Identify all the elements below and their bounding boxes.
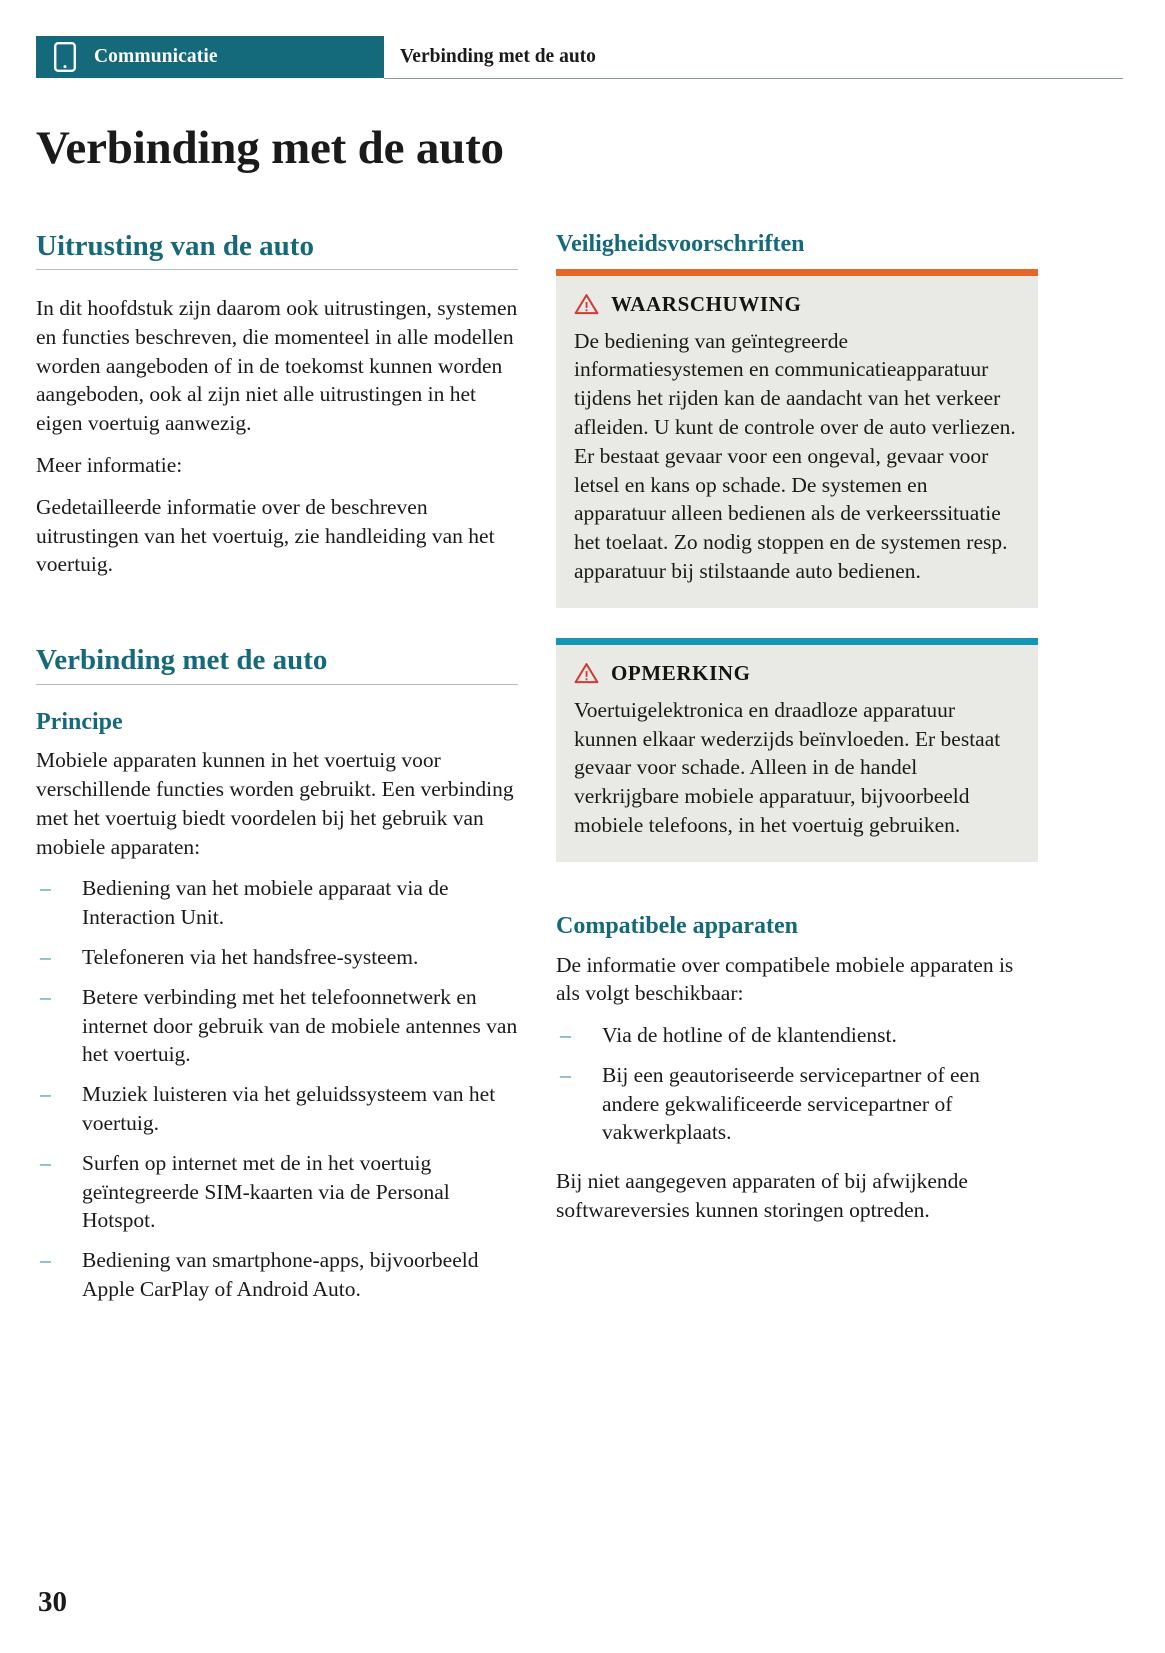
- section-spacer: [36, 592, 518, 644]
- dash-marker-icon: –: [40, 876, 51, 901]
- right-column: [556, 230, 1038, 1304]
- warning-box-text: De bediening van geïntegreerde informatiesystemen en communicatieapparatuur tijdens het rijden kan de aandacht van het verkeer afleiden. U kunt de controle over de auto verliezen. Er bestaat gevaar voor een ongeval, gevaar voor letsel en kans op schade. De systemen en apparatuur alleen bedienen als de verkeerssituatie het toelaat. Zo nodig stoppen en de systemen resp. apparatuur bij stilstaande auto bedienen.: [574, 328, 1016, 583]
- heading-verbinding-met-de-auto: Verbinding met de auto: [36, 644, 328, 677]
- list-item-text: Telefoneren via het handsfree-systeem.: [82, 944, 419, 969]
- warning-box-accent-bar: [556, 269, 1038, 276]
- heading-rule: [36, 269, 518, 270]
- dash-marker-icon: –: [40, 1150, 51, 1175]
- list-item-text: Betere verbinding met het telefoonnetwerk en internet door gebruik van de mobiele antennes van het voertuig.: [82, 984, 518, 1067]
- paragraph-compatibele-outro: Bij niet aangegeven apparaten of bij afwijkende softwareversies kunnen storingen optreden.: [556, 1169, 968, 1223]
- list-item: [556, 1021, 1038, 1050]
- page-number: 30: [38, 1586, 67, 1618]
- warning-triangle-icon: [574, 293, 599, 315]
- dash-marker-icon: –: [560, 1062, 571, 1087]
- list-item: [36, 943, 518, 972]
- warning-box-content: [556, 276, 1038, 608]
- paragraph-principe-intro: Mobiele apparaten kunnen in het voertuig voor verschillende functies worden gebruikt. Een verbinding met het voertuig biedt voordelen bij het gebruik van mobiele apparaten:: [36, 748, 514, 859]
- list-item: [36, 1246, 518, 1304]
- left-column: [36, 230, 518, 1304]
- dash-marker-icon: –: [40, 1248, 51, 1273]
- list-item-text: Surfen op internet met de in het voertuig geïntegreerde SIM-kaarten via de Personal Hotspot.: [82, 1150, 450, 1233]
- paragraph-compatibele-intro: De informatie over compatibele mobiele apparaten is als volgt beschikbaar:: [556, 952, 1014, 1006]
- list-item-text: Via de hotline of de klantendienst.: [602, 1023, 897, 1048]
- chapter-label: Communicatie: [94, 46, 218, 67]
- chapter-tab: [36, 36, 384, 78]
- heading-rule-2: [36, 684, 518, 685]
- list-item: [36, 874, 518, 932]
- subheading-principe: Principe: [36, 708, 123, 735]
- list-item: [36, 983, 518, 1069]
- list-compatibele-bronnen: [556, 1021, 1038, 1147]
- warning-box: [556, 269, 1038, 608]
- page-title: Verbinding met de auto: [36, 122, 504, 174]
- paragraph-uitrusting-2: Gedetailleerde informatie over de beschreven uitrustingen van het voertuig, zie handleiding van het voertuig.: [36, 494, 495, 577]
- smartphone-icon: [54, 42, 76, 72]
- warning-triangle-icon: [574, 662, 599, 684]
- note-box: [556, 638, 1038, 862]
- list-voordelen: [36, 874, 518, 1303]
- dash-marker-icon: –: [40, 944, 51, 969]
- note-box-header: [574, 661, 1020, 686]
- note-box-accent-bar: [556, 638, 1038, 645]
- header-divider: [384, 78, 1123, 79]
- list-item: [36, 1080, 518, 1138]
- paragraph-uitrusting-1: In dit hoofdstuk zijn daarom ook uitrustingen, systemen en functies beschreven, die momenteel in alle modellen worden aangeboden of in de toekomst kunnen worden aangeboden, ook al zijn niet alle uitrustingen in het eigen voertuig aanwezig.: [36, 296, 518, 436]
- list-item-text: Bediening van het mobiele apparaat via de Interaction Unit.: [82, 876, 449, 930]
- note-box-text: Voertuigelektronica en draadloze apparatuur kunnen elkaar wederzijds beïnvloeden. Er bestaat gevaar voor schade. Alleen in de handel verkrijgbare mobiele apparatuur, bijvoorbeeld mobiele telefoons, in het voertuig gebruiken.: [574, 697, 1001, 837]
- running-header: [36, 36, 1123, 78]
- dash-marker-icon: –: [40, 984, 51, 1009]
- dash-marker-icon: –: [40, 1082, 51, 1107]
- header-topic-area: [384, 36, 1123, 78]
- heading-compatibele-apparaten: Compatibele apparaten: [556, 912, 798, 939]
- list-item-text: Bediening van smartphone-apps, bijvoorbeeld Apple CarPlay of Android Auto.: [82, 1248, 479, 1301]
- warning-box-header: [574, 292, 1020, 317]
- paragraph-meer-informatie: Meer informatie:: [36, 453, 183, 478]
- list-spacer: [556, 1147, 1038, 1167]
- list-item: [36, 1149, 518, 1235]
- warning-box-title: WAARSCHUWING: [611, 291, 802, 316]
- note-box-title: OPMERKING: [611, 660, 751, 685]
- header-topic: Verbinding met de auto: [400, 46, 596, 67]
- heading-uitrusting-van-de-auto: Uitrusting van de auto: [36, 229, 314, 262]
- heading-veiligheidsvoorschriften: Veiligheidsvoorschriften: [556, 230, 805, 257]
- section-spacer: [556, 892, 1038, 912]
- dash-marker-icon: –: [560, 1023, 571, 1048]
- list-item-text: Bij een geautoriseerde servicepartner of een andere gekwalificeerde servicepartner of vakwerkplaats.: [602, 1062, 980, 1145]
- content-columns: [36, 230, 1123, 1304]
- list-item: [556, 1061, 1038, 1147]
- note-box-content: [556, 645, 1038, 862]
- list-item-text: Muziek luisteren via het geluidssysteem van het voertuig.: [82, 1082, 496, 1135]
